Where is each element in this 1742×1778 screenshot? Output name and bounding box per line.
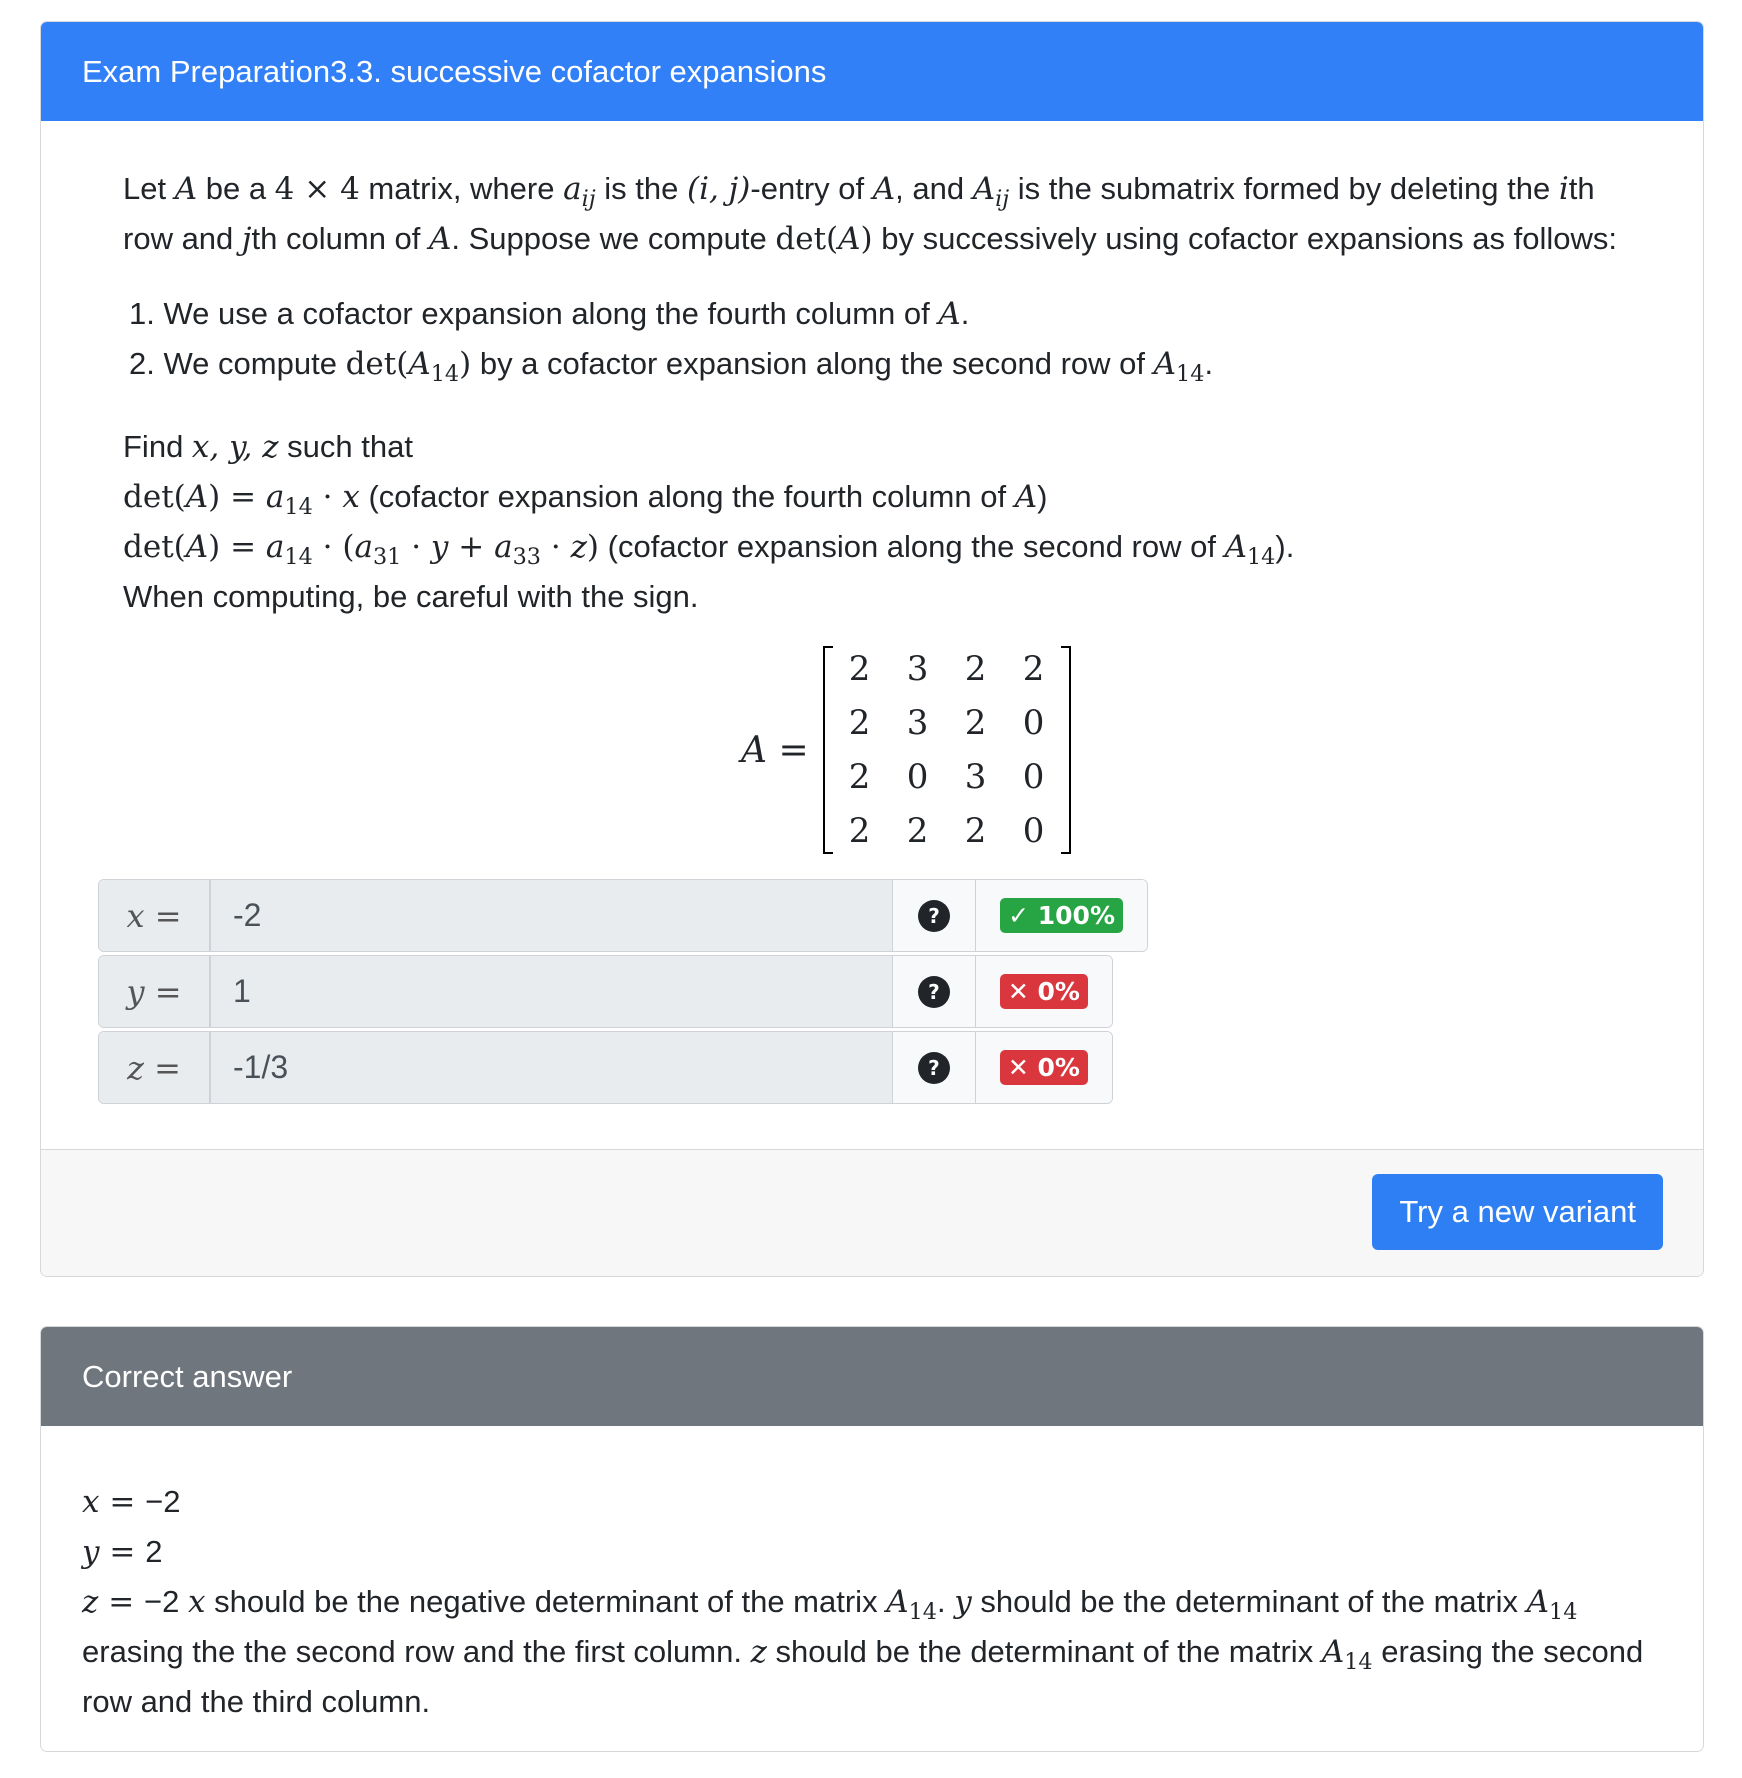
correct-answer-body bbox=[82, 1477, 1662, 1726]
matrix-cell: 2 bbox=[1022, 649, 1045, 689]
matrix-display bbox=[741, 642, 1067, 858]
matrix-cell: 2 bbox=[964, 649, 987, 689]
status-badge: ✓ 100% bbox=[1000, 898, 1123, 933]
steps-list bbox=[129, 289, 1662, 389]
score-x bbox=[976, 880, 1147, 951]
question-footer bbox=[41, 1149, 1703, 1276]
matrix-label: A = bbox=[741, 729, 809, 771]
answer-row-z bbox=[98, 1031, 1113, 1104]
question-card bbox=[40, 21, 1704, 1277]
matrix-cell: 0 bbox=[1022, 811, 1045, 851]
matrix-cell: 0 bbox=[1022, 703, 1045, 743]
help-button-z[interactable] bbox=[893, 1032, 976, 1103]
answer-explanation: z = −2 x should be the negative determinant of the matrix $A_{14}$. y should be the determinant of the matrix $A_{14}$ erasing the the second row and the first column. z should be the determinant of the matrix $A_{14}$ erasing the second row and the third column. bbox=[82, 1584, 1644, 1719]
var-label-x: x = bbox=[99, 880, 211, 951]
question-header bbox=[41, 22, 1703, 121]
x-input[interactable] bbox=[211, 880, 893, 951]
matrix-cell: 0 bbox=[906, 757, 929, 797]
correct-answer-header bbox=[41, 1327, 1703, 1426]
z-input[interactable] bbox=[211, 1032, 893, 1103]
answer-y: y = 2 bbox=[82, 1534, 163, 1570]
list-item: 1. We use a cofactor expansion along the fourth column of A. bbox=[129, 296, 970, 332]
answer-row-x bbox=[98, 879, 1148, 952]
matrix-cell: 2 bbox=[964, 811, 987, 851]
matrix-cell: 3 bbox=[906, 649, 929, 689]
matrix-cell: 2 bbox=[848, 649, 871, 689]
correct-answer-title: Correct answer bbox=[82, 1358, 293, 1394]
question-mark-icon: ? bbox=[918, 1052, 950, 1084]
matrix-cell: 2 bbox=[848, 757, 871, 797]
question-title: Exam Preparation3.3. successive cofactor expansions bbox=[82, 53, 827, 89]
question-intro: Let A be a 4 × 4 matrix, where $a_{ij}$ is the (i, j)-entry of A, and $A_{ij}$ is the submatrix formed by deleting the ith row and jth column of A. Suppose we compute det(A) by successively using cofactor expansions as follows: bbox=[123, 171, 1618, 257]
matrix bbox=[827, 642, 1067, 858]
matrix-cell: 2 bbox=[964, 703, 987, 743]
var-label-z: z = bbox=[99, 1032, 211, 1103]
matrix-cell: 2 bbox=[848, 703, 871, 743]
y-input[interactable] bbox=[211, 956, 893, 1027]
find-statement: Find x, y, z such that $\det(A) = a_{14} \cdot x$ (cofactor expansion along the fourth column of A) $\det(A) = a_{14} \cdot (a_{31} \cdot y + a_{33} \cdot z)$ (cofactor expansion along the second row of $A_{14}$). When computing, be careful with the sign. bbox=[82, 422, 1662, 621]
answer-x: x = −2 bbox=[82, 1484, 181, 1520]
var-label-y: y = bbox=[99, 956, 211, 1027]
matrix-cell: 3 bbox=[906, 703, 929, 743]
careful-note: When computing, be careful with the sign. bbox=[123, 579, 699, 614]
try-new-variant-button[interactable]: Try a new variant bbox=[1372, 1174, 1663, 1250]
matrix-cell: 3 bbox=[964, 757, 987, 797]
question-mark-icon: ? bbox=[918, 900, 950, 932]
matrix-cell: 2 bbox=[848, 811, 871, 851]
score-y bbox=[976, 956, 1112, 1027]
matrix-cell: 0 bbox=[1022, 757, 1045, 797]
help-button-y[interactable] bbox=[893, 956, 976, 1027]
help-button-x[interactable] bbox=[893, 880, 976, 951]
score-z bbox=[976, 1032, 1112, 1103]
status-badge: ✕ 0% bbox=[1000, 1050, 1088, 1085]
matrix-cell: 2 bbox=[906, 811, 929, 851]
status-badge: ✕ 0% bbox=[1000, 974, 1088, 1009]
equation-1: $\det(A) = a_{14} \cdot x$ (cofactor expansion along the fourth column of A) bbox=[123, 479, 1048, 521]
list-item: 2. We compute $\det(A_{14})$ by a cofactor expansion along the second row of $A_{14}$. bbox=[129, 346, 1214, 388]
question-mark-icon: ? bbox=[918, 976, 950, 1008]
answer-row-y bbox=[98, 955, 1113, 1028]
correct-answer-card bbox=[40, 1326, 1704, 1752]
equation-2: $\det(A) = a_{14} \cdot (a_{31} \cdot y + a_{33} \cdot z)$ (cofactor expansion along the second row of $A_{14}$). bbox=[123, 529, 1295, 571]
